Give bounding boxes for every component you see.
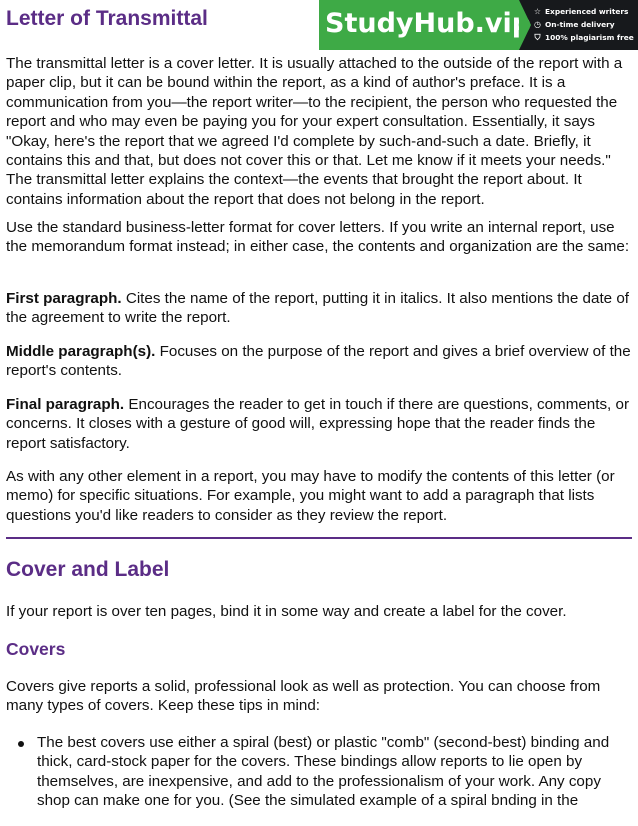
- middle-paragraph-description: [6, 342, 632, 381]
- final-paragraph-description: [6, 395, 632, 453]
- transmittal-intro-paragraph: The transmittal letter is a cover letter. It is usually attached to the outside of the report with a paper clip, but it can be bound within the report, as a kind of author's preface. It is a communication from you—the report writer—to the recipient, the person who requested the report and who may even be paying you for your expert consultation. Essentially, it says "Okay, here's the report that we agreed I'd complete by such-and-such a date. Briefly, it contains this and that, but does not cover this or that. Let me know if it meets your needs." The transmittal letter explains the context—the events that brought the report about. It contains information about the report that does not belong in the report.: [6, 55, 623, 208]
- format-paragraph: Use the standard business-letter format for cover letters. If you write an internal report, use the memorandum format instead; in either case, the contents and organization are the same:: [6, 219, 630, 256]
- subsection-title-covers: Covers: [6, 639, 66, 659]
- feature-on-time-delivery: [533, 18, 637, 31]
- banner-features: [533, 5, 637, 44]
- studyhub-banner[interactable]: [319, 0, 638, 50]
- cover-label-intro: If your report is over ten pages, bind it in some way and create a label for the cover.: [6, 603, 567, 620]
- covers-intro: Covers give reports a solid, professional look as well as protection. You can choose from many types of covers. Keep these tips in mind:: [6, 678, 601, 715]
- final-paragraph-label: Final paragraph.: [6, 396, 125, 413]
- bullet-icon: [18, 741, 24, 747]
- final-paragraph-text: Encourages the reader to get in touch if there are questions, comments, or concerns. It closes with a gesture of good will, expressing hope that the reader finds the report satisfactory.: [6, 396, 629, 452]
- closing-paragraph: As with any other element in a report, you may have to modify the contents of this letter (or memo) for specific situations. For example, you might want to add a paragraph that lists questions you'd like readers to consider as they review the report.: [6, 468, 615, 524]
- first-paragraph-label: First paragraph.: [6, 290, 122, 307]
- brand-logo: StudyHub.vip: [325, 8, 532, 39]
- first-paragraph-text: Cites the name of the report, putting it in italics. It also mentions the date of the agreement to write the report.: [6, 290, 629, 327]
- feature-label: On-time delivery: [545, 20, 615, 29]
- middle-paragraph-label: Middle paragraph(s).: [6, 343, 156, 360]
- section-divider: [6, 537, 632, 539]
- banner-brand-panel: [319, 0, 532, 50]
- list-item-text: The best covers use either a spiral (best) or plastic "comb" (second-best) binding and thick, card-stock paper for the covers. These bindings allow reports to lie open by themselves, are inexpensive, and add to the professionalism of your work. Any copy shop can make one for you. (See the simulated example of a spiral bnding in the: [37, 734, 610, 810]
- feature-label: Experienced writers: [545, 7, 629, 16]
- feature-plagiarism-free: [533, 31, 637, 44]
- star-icon: ☆: [533, 7, 542, 16]
- section-title-cover-label: Cover and Label: [6, 558, 170, 581]
- feature-experienced-writers: [533, 5, 637, 18]
- first-paragraph-description: [6, 289, 632, 328]
- shield-icon: ⛉: [534, 32, 541, 42]
- feature-label: 100% plagiarism free: [545, 33, 634, 42]
- middle-paragraph-text: Focuses on the purpose of the report and gives a brief overview of the report's contents.: [6, 343, 631, 380]
- section-title-transmittal: Letter of Transmittal: [6, 7, 208, 30]
- clock-icon: ◷: [534, 20, 541, 29]
- banner-arrow-shape: [519, 0, 531, 50]
